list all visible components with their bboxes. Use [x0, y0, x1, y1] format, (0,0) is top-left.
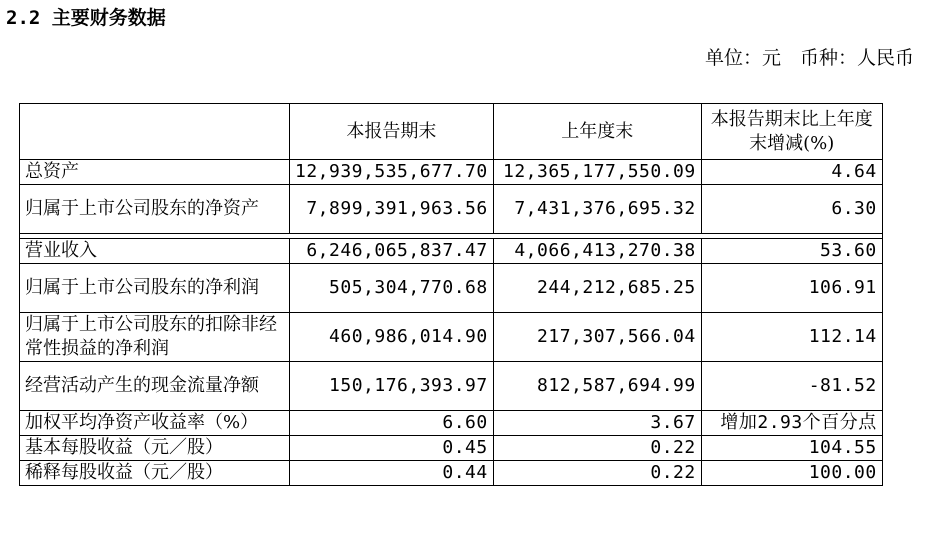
table-row: [20, 461, 883, 486]
cell-period-end: 0.44: [290, 461, 494, 486]
cell-change: 增加2.93个百分点: [701, 411, 882, 436]
cell-change: 106.91: [701, 264, 882, 313]
table-header-row: [20, 104, 883, 160]
cell-period-end: 12,939,535,677.70: [290, 160, 494, 185]
cell-prior-year-end: 12,365,177,550.09: [493, 160, 701, 185]
cell-prior-year-end: 812,587,694.99: [493, 362, 701, 411]
cell-period-end: 6.60: [290, 411, 494, 436]
row-label: 稀释每股收益（元／股）: [20, 461, 290, 486]
financial-data-table: [19, 103, 883, 486]
cell-change: 6.30: [701, 185, 882, 234]
cell-change: 53.60: [701, 239, 882, 264]
table-row: [20, 411, 883, 436]
cell-period-end: 150,176,393.97: [290, 362, 494, 411]
row-label: 归属于上市公司股东的扣除非经常性损益的净利润: [20, 313, 290, 362]
row-label: 加权平均净资产收益率（%）: [20, 411, 290, 436]
table-row: [20, 264, 883, 313]
section-title: 2.2 主要财务数据: [6, 7, 166, 29]
row-label: 归属于上市公司股东的净资产: [20, 185, 290, 234]
row-label: 基本每股收益（元／股）: [20, 436, 290, 461]
cell-prior-year-end: 217,307,566.04: [493, 313, 701, 362]
table-row: [20, 362, 883, 411]
cell-period-end: 505,304,770.68: [290, 264, 494, 313]
cell-prior-year-end: 3.67: [493, 411, 701, 436]
cell-period-end: 6,246,065,837.47: [290, 239, 494, 264]
row-label: 总资产: [20, 160, 290, 185]
cell-change: 104.55: [701, 436, 882, 461]
table-row: [20, 313, 883, 362]
cell-change: 4.64: [701, 160, 882, 185]
cell-prior-year-end: 0.22: [493, 436, 701, 461]
header-prior-year-end: 上年度末: [493, 104, 701, 160]
cell-period-end: 7,899,391,963.56: [290, 185, 494, 234]
cell-change: 100.00: [701, 461, 882, 486]
cell-change: 112.14: [701, 313, 882, 362]
header-change-percent: 本报告期末比上年度末增减(%): [701, 104, 882, 160]
table-row: [20, 239, 883, 264]
header-item: [20, 104, 290, 160]
table-row: [20, 160, 883, 185]
row-label: 营业收入: [20, 239, 290, 264]
cell-prior-year-end: 0.22: [493, 461, 701, 486]
table-row: [20, 436, 883, 461]
cell-prior-year-end: 4,066,413,270.38: [493, 239, 701, 264]
cell-prior-year-end: 7,431,376,695.32: [493, 185, 701, 234]
row-label: 归属于上市公司股东的净利润: [20, 264, 290, 313]
row-label: 经营活动产生的现金流量净额: [20, 362, 290, 411]
table-row: [20, 185, 883, 234]
header-period-end: 本报告期末: [290, 104, 494, 160]
cell-period-end: 460,986,014.90: [290, 313, 494, 362]
cell-change: -81.52: [701, 362, 882, 411]
cell-period-end: 0.45: [290, 436, 494, 461]
unit-currency-note: 单位：元 币种：人民币: [704, 47, 914, 69]
cell-prior-year-end: 244,212,685.25: [493, 264, 701, 313]
